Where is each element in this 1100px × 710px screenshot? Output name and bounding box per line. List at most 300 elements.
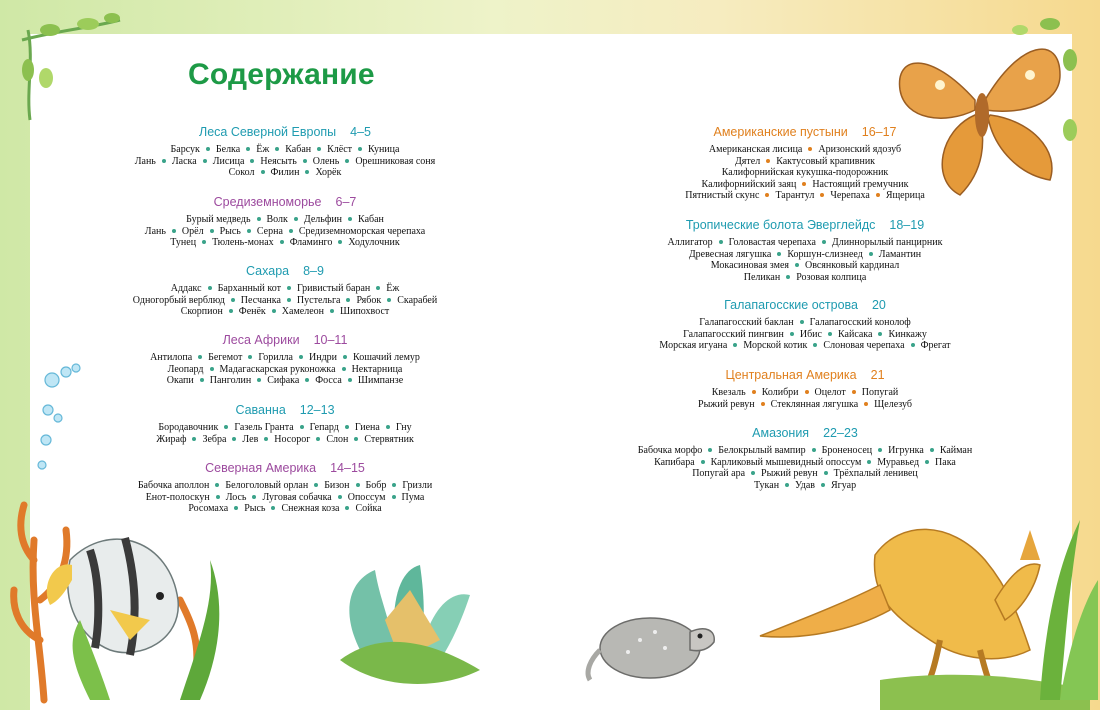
bullet-dot-icon	[294, 217, 298, 221]
animal-list-line	[85, 237, 485, 249]
animal-name: Снежная коза	[281, 503, 340, 514]
animal-name: Галапагосский конолоф	[809, 317, 911, 328]
animal-name: Олень	[312, 155, 340, 167]
bullet-dot-icon	[234, 506, 238, 510]
animal-list-line	[85, 364, 485, 376]
bullet-dot-icon	[162, 159, 166, 163]
bullet-dot-icon	[280, 240, 284, 244]
bullet-dot-icon	[257, 217, 261, 221]
animal-name: Стеклянная лягушка	[770, 398, 859, 410]
section-page-numbers: 21	[870, 368, 885, 382]
animal-name: Неясыть	[260, 155, 297, 167]
animal-name: Газель Гранта	[234, 422, 294, 433]
section-heading[interactable]	[605, 124, 1005, 140]
animal-list-line	[605, 144, 1005, 156]
animal-name: Калифорнийская кукушка-подорожник	[721, 167, 889, 178]
animal-name: Шимпанзе	[357, 375, 404, 386]
animal-name: Попугай ара	[692, 468, 746, 479]
bullet-dot-icon	[172, 229, 176, 233]
bullet-dot-icon	[719, 240, 723, 244]
animal-name: Бизон	[324, 480, 350, 491]
animal-name: Нектарница	[351, 363, 403, 375]
animal-name: Лань	[134, 155, 156, 167]
bullet-dot-icon	[229, 309, 233, 313]
contents-section	[605, 367, 1005, 410]
bullet-dot-icon	[392, 483, 396, 487]
animal-name: Оцелот	[814, 387, 846, 398]
contents-section	[605, 425, 1005, 491]
animal-list-line	[85, 226, 485, 238]
animal-list-line	[605, 179, 1005, 191]
animal-list-line	[85, 283, 485, 295]
bullet-dot-icon	[203, 159, 207, 163]
bullet-dot-icon	[343, 355, 347, 359]
bullet-dot-icon	[800, 320, 804, 324]
bullet-dot-icon	[200, 378, 204, 382]
bullet-dot-icon	[345, 159, 349, 163]
animal-name: Пака	[935, 456, 956, 468]
animal-list-line	[605, 260, 1005, 272]
bullet-dot-icon	[272, 309, 276, 313]
bullet-dot-icon	[824, 471, 828, 475]
section-title: Американские пустыни	[713, 125, 848, 139]
animal-name: Средиземноморская черепаха	[298, 225, 426, 237]
section-title: Северная Америка	[205, 461, 317, 475]
animal-name: Рыжий ревун	[698, 398, 755, 410]
animal-list-line	[85, 503, 485, 515]
bullet-dot-icon	[248, 355, 252, 359]
animal-name: Кайсака	[837, 328, 873, 340]
section-page-numbers: 6–7	[335, 195, 357, 209]
animal-name: Скорпион	[180, 306, 223, 317]
bullet-dot-icon	[777, 252, 781, 256]
animal-name: Одногорбый верблюд	[132, 294, 225, 306]
bullet-dot-icon	[287, 298, 291, 302]
animal-name: Кабан	[358, 214, 384, 225]
animal-name: Филин	[270, 167, 300, 178]
animal-list-line	[85, 375, 485, 387]
bullet-dot-icon	[867, 460, 871, 464]
sea-anemone-illustration	[340, 565, 480, 684]
animal-name: Галапагосский баклан	[699, 317, 794, 328]
bullet-dot-icon	[751, 471, 755, 475]
animal-name: Песчанка	[240, 294, 281, 306]
bullet-dot-icon	[813, 343, 817, 347]
section-page-numbers: 8–9	[303, 264, 324, 278]
bullet-dot-icon	[911, 343, 915, 347]
section-title: Леса Северной Европы	[198, 125, 337, 139]
bullet-dot-icon	[701, 460, 705, 464]
animal-list-line	[605, 480, 1005, 492]
animal-name: Бобр	[365, 480, 387, 491]
contents-section	[605, 217, 1005, 283]
animal-name: Пеликан	[743, 271, 781, 283]
bullet-dot-icon	[786, 275, 790, 279]
bullet-dot-icon	[252, 495, 256, 499]
animal-list-line	[85, 480, 485, 492]
section-page-numbers: 22–23	[823, 426, 858, 440]
bullet-dot-icon	[289, 229, 293, 233]
section-page-numbers: 20	[871, 298, 886, 312]
animal-name: Кайман	[939, 445, 973, 456]
bullet-dot-icon	[250, 159, 254, 163]
animal-name: Серна	[256, 225, 283, 237]
bullet-dot-icon	[303, 159, 307, 163]
animal-name: Трёхпалый ленивец	[833, 468, 918, 479]
section-page-numbers: 10–11	[313, 333, 348, 347]
animal-name: Барханный кот	[217, 283, 281, 294]
animal-name: Гну	[395, 422, 412, 433]
animal-name: Барсук	[170, 144, 200, 155]
animal-name: Мадагаскарская руконожка	[219, 363, 336, 375]
bullet-dot-icon	[348, 378, 352, 382]
section-page-numbers: 16–17	[861, 125, 897, 139]
animal-name: Сойка	[355, 503, 382, 514]
animal-name: Фрегат	[920, 340, 951, 351]
animal-name: Ходулочник	[348, 237, 400, 248]
animal-name: Клёст	[327, 144, 353, 155]
section-page-numbers: 18–19	[889, 218, 925, 232]
animal-name: Аризонский ядозуб	[818, 144, 902, 155]
animal-name: Головастая черепаха	[728, 237, 816, 248]
animal-name: Белка	[215, 144, 241, 155]
animal-name: Бегемот	[208, 352, 243, 363]
animal-list-line	[605, 272, 1005, 284]
animal-name: Тунец	[170, 237, 197, 248]
contents-section	[85, 332, 485, 387]
opossum-illustration	[588, 618, 714, 680]
bullet-dot-icon	[387, 298, 391, 302]
bullet-dot-icon	[925, 460, 929, 464]
contents-section	[605, 124, 1005, 202]
animal-name: Рысь	[244, 503, 266, 514]
section-heading[interactable]	[605, 217, 1005, 233]
animal-name: Слоновая черепаха	[823, 340, 905, 351]
section-heading[interactable]	[605, 367, 1005, 383]
animal-list-line	[85, 352, 485, 364]
animal-list-line	[605, 167, 1005, 179]
animal-name: Енот-полоскун	[145, 491, 210, 503]
bullet-dot-icon	[232, 437, 236, 441]
bullet-dot-icon	[820, 193, 824, 197]
bullet-dot-icon	[338, 495, 342, 499]
bullet-dot-icon	[342, 367, 346, 371]
animal-name: Горилла	[258, 352, 293, 363]
animal-name: Настоящий гремучник	[812, 178, 909, 190]
animal-name: Антилопа	[150, 352, 193, 363]
bullet-dot-icon	[828, 332, 832, 336]
animal-name: Бабочка аполлон	[137, 480, 210, 491]
animal-name: Мокасиновая змея	[710, 260, 789, 271]
animal-list-line	[85, 306, 485, 318]
bullet-dot-icon	[808, 147, 812, 151]
animal-list-line	[85, 167, 485, 179]
bullet-dot-icon	[271, 506, 275, 510]
animal-name: Попугай	[861, 387, 899, 398]
bullet-dot-icon	[300, 425, 304, 429]
section-heading[interactable]	[85, 263, 485, 279]
bullet-dot-icon	[376, 286, 380, 290]
bullet-dot-icon	[358, 147, 362, 151]
bullet-dot-icon	[338, 240, 342, 244]
bullet-dot-icon	[386, 425, 390, 429]
section-heading[interactable]	[85, 460, 485, 476]
section-heading[interactable]	[85, 402, 485, 418]
section-heading[interactable]	[85, 194, 485, 210]
bullet-dot-icon	[261, 170, 265, 174]
animal-name: Ёж	[386, 283, 400, 294]
animal-list-line	[605, 237, 1005, 249]
animal-name: Опоссум	[347, 491, 386, 503]
bullet-dot-icon	[305, 378, 309, 382]
animal-name: Бабочка морфо	[637, 445, 703, 456]
animal-name: Сифака	[267, 375, 300, 386]
animal-name: Дельфин	[303, 214, 343, 225]
bullet-dot-icon	[257, 378, 261, 382]
bullet-dot-icon	[202, 240, 206, 244]
bullet-dot-icon	[761, 402, 765, 406]
animal-name: Ибис	[799, 328, 822, 340]
bullet-dot-icon	[876, 193, 880, 197]
bullet-dot-icon	[345, 425, 349, 429]
animal-list-line	[85, 214, 485, 226]
bullet-dot-icon	[275, 147, 279, 151]
animal-name: Хорёк	[315, 167, 342, 178]
section-heading[interactable]	[605, 297, 1005, 313]
animal-name: Рябок	[356, 294, 382, 306]
animal-name: Фенёк	[238, 306, 266, 317]
animal-name: Ласка	[171, 155, 197, 167]
animal-name: Черепаха	[830, 190, 870, 201]
animal-name: Квезаль	[711, 387, 746, 398]
animal-name: Белоголовый орлан	[225, 480, 309, 491]
animal-name: Волк	[266, 214, 288, 225]
bullet-dot-icon	[330, 309, 334, 313]
bullet-dot-icon	[356, 483, 360, 487]
bullet-dot-icon	[795, 263, 799, 267]
animal-name: Удав	[795, 479, 815, 491]
bullet-dot-icon	[392, 495, 396, 499]
animal-list-line	[605, 468, 1005, 480]
bullet-dot-icon	[348, 217, 352, 221]
animal-name: Кинкажу	[888, 328, 927, 340]
bullet-dot-icon	[733, 343, 737, 347]
animal-name: Слон	[326, 433, 349, 445]
animal-name: Капибара	[654, 456, 695, 468]
section-title: Средиземноморье	[213, 195, 322, 209]
section-title: Галапагосские острова	[724, 298, 858, 312]
animal-name: Хамелеон	[281, 306, 325, 317]
animal-name: Рыжий ревун	[761, 468, 818, 479]
contents-section	[85, 194, 485, 249]
animal-name: Фламинго	[289, 237, 333, 248]
bullet-dot-icon	[231, 298, 235, 302]
bullet-dot-icon	[821, 483, 825, 487]
animal-name: Аддакс	[170, 283, 202, 294]
animal-name: Гепард	[309, 422, 339, 433]
section-page-numbers: 12–13	[299, 403, 335, 417]
section-title: Саванна	[235, 403, 286, 417]
animal-name: Гривистый баран	[296, 283, 371, 294]
animal-name: Лось	[225, 491, 247, 503]
animal-list-line	[85, 156, 485, 168]
bullet-dot-icon	[812, 448, 816, 452]
animal-name: Пума	[401, 491, 425, 503]
animal-list-line	[85, 434, 485, 446]
animal-name: Орешниковая соня	[355, 155, 436, 167]
contents-section	[85, 263, 485, 318]
animal-name: Ламантин	[878, 248, 922, 260]
animal-name: Пустельга	[296, 294, 341, 306]
animal-name: Орёл	[181, 225, 204, 237]
contents-section	[85, 124, 485, 179]
bullet-dot-icon	[765, 193, 769, 197]
animal-name: Муравьед	[877, 456, 920, 468]
animal-name: Кошачий лемур	[353, 352, 420, 363]
animal-name: Древесная лягушка	[688, 248, 772, 260]
bullet-dot-icon	[208, 286, 212, 290]
animal-list-line	[605, 156, 1005, 168]
animal-list-line	[605, 387, 1005, 399]
animal-name: Галапагосский пингвин	[683, 328, 784, 340]
bullet-dot-icon	[878, 332, 882, 336]
section-page-numbers: 4–5	[350, 125, 372, 139]
bullet-dot-icon	[316, 437, 320, 441]
animal-list-line	[85, 295, 485, 307]
bubbles-illustration	[38, 364, 80, 469]
bullet-dot-icon	[354, 437, 358, 441]
bullet-dot-icon	[206, 147, 210, 151]
bullet-dot-icon	[852, 390, 856, 394]
animal-name: Коршун-слизнеед	[787, 248, 863, 260]
animal-name: Луговая собачка	[262, 491, 332, 503]
animal-list-line	[605, 317, 1005, 329]
bullet-dot-icon	[198, 355, 202, 359]
bullet-dot-icon	[247, 229, 251, 233]
animal-name: Дятел	[734, 155, 761, 167]
bullet-dot-icon	[708, 448, 712, 452]
animal-list-line	[605, 249, 1005, 261]
bullet-dot-icon	[215, 483, 219, 487]
animal-name: Тюлень-монах	[212, 237, 274, 248]
animal-list-line	[605, 399, 1005, 411]
animal-name: Щелезуб	[874, 398, 912, 410]
animal-name: Стервятник	[364, 433, 414, 445]
bullet-dot-icon	[752, 390, 756, 394]
bullet-dot-icon	[802, 182, 806, 186]
section-title: Тропические болота Эверглейдс	[685, 218, 876, 232]
animal-name: Лисица	[212, 155, 245, 167]
section-heading[interactable]	[85, 332, 485, 348]
animal-name: Лань	[144, 225, 166, 237]
animal-name: Индри	[309, 352, 338, 363]
animal-name: Морская игуана	[659, 340, 728, 351]
bullet-dot-icon	[305, 170, 309, 174]
animal-name: Бородавочник	[158, 422, 219, 433]
bullet-dot-icon	[346, 298, 350, 302]
animal-name: Ящерица	[885, 190, 925, 201]
animal-name: Колибри	[761, 387, 799, 398]
bullet-dot-icon	[785, 483, 789, 487]
animal-name: Жираф	[156, 433, 187, 445]
bullet-dot-icon	[805, 390, 809, 394]
bullet-dot-icon	[216, 495, 220, 499]
kangaroo-illustration	[760, 529, 1090, 710]
animal-name: Куница	[368, 144, 400, 155]
animal-name: Кактусовый крапивник	[776, 155, 876, 167]
bullet-dot-icon	[822, 240, 826, 244]
bullet-dot-icon	[264, 437, 268, 441]
animal-name: Рысь	[219, 225, 241, 237]
animal-name: Аллигатор	[667, 237, 713, 248]
bullet-dot-icon	[299, 355, 303, 359]
grass-illustration	[1040, 520, 1098, 700]
bullet-dot-icon	[246, 147, 250, 151]
animal-name: Ягуар	[830, 479, 857, 491]
animal-list-line	[605, 457, 1005, 469]
bullet-dot-icon	[210, 367, 214, 371]
animal-name: Калифорнийский заяц	[701, 178, 797, 190]
animal-list-line	[605, 340, 1005, 352]
bullet-dot-icon	[766, 159, 770, 163]
animal-name: Панголин	[209, 375, 252, 386]
section-title: Леса Африки	[222, 333, 300, 347]
animal-name: Морской котик	[743, 340, 808, 351]
bullet-dot-icon	[210, 229, 214, 233]
animal-name: Кабан	[285, 144, 312, 155]
animal-name: Розовая колпица	[796, 271, 867, 283]
animal-name: Броненосец	[821, 445, 873, 456]
bullet-dot-icon	[317, 147, 321, 151]
animal-name: Леопард	[167, 363, 204, 375]
animal-name: Тукан	[753, 479, 780, 491]
animal-name: Гиена	[354, 422, 380, 433]
animal-list-line	[85, 422, 485, 434]
bullet-dot-icon	[869, 252, 873, 256]
bullet-dot-icon	[192, 437, 196, 441]
animal-name: Американская лисица	[708, 144, 803, 155]
animal-name: Скарабей	[397, 294, 438, 306]
animal-name: Гризли	[402, 480, 433, 491]
animal-name: Шипохвост	[340, 306, 390, 317]
animal-list-line	[605, 329, 1005, 341]
bullet-dot-icon	[224, 425, 228, 429]
animal-name: Длиннорылый панцирник	[831, 237, 943, 248]
animal-name: Носорог	[274, 433, 311, 445]
section-heading[interactable]	[605, 425, 1005, 441]
animal-name: Зебра	[202, 433, 227, 445]
section-page-numbers: 14–15	[330, 461, 365, 475]
animal-list-line	[605, 190, 1005, 202]
animal-name: Карликовый мышевидный опоссум	[710, 456, 862, 468]
bullet-dot-icon	[287, 286, 291, 290]
animal-name: Бурый медведь	[186, 214, 251, 225]
animal-name: Игрунка	[888, 445, 924, 456]
bullet-dot-icon	[314, 483, 318, 487]
section-heading[interactable]	[85, 124, 485, 140]
section-title: Сахара	[246, 264, 290, 278]
bullet-dot-icon	[790, 332, 794, 336]
contents-section	[605, 297, 1005, 352]
section-title: Амазония	[752, 426, 810, 440]
animal-list-line	[85, 492, 485, 504]
animal-name: Сокол	[228, 167, 255, 178]
animal-name: Лев	[242, 433, 259, 445]
bullet-dot-icon	[864, 402, 868, 406]
animal-name: Овсянковый кардинал	[804, 260, 900, 271]
animal-name: Росомаха	[188, 503, 229, 514]
animal-name: Ёж	[256, 144, 270, 155]
